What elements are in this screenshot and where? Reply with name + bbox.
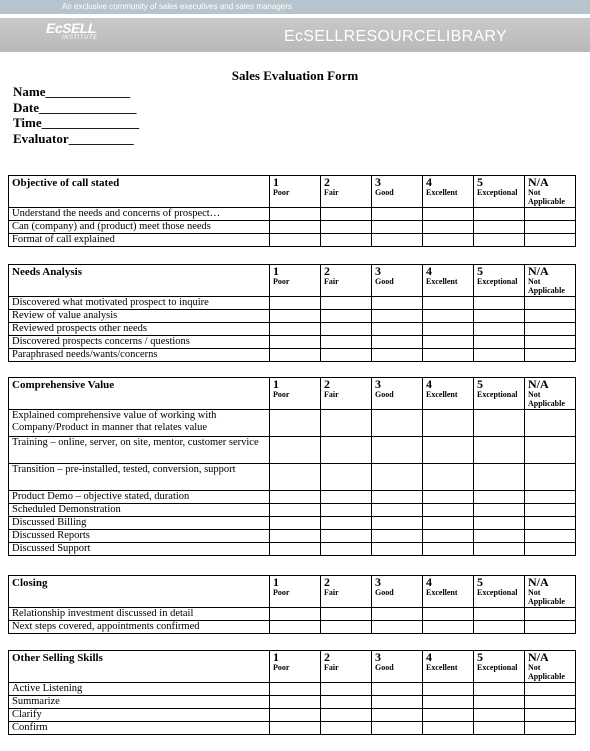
rating-cell[interactable] — [474, 504, 525, 517]
rating-cell[interactable] — [423, 464, 474, 491]
rating-number: 2 — [324, 575, 330, 589]
rating-cell[interactable] — [270, 410, 321, 437]
rating-cell[interactable] — [321, 336, 372, 349]
rating-number: N/A — [528, 575, 549, 589]
rating-cell[interactable] — [525, 517, 576, 530]
table-row — [9, 683, 576, 696]
rating-cell[interactable] — [372, 530, 423, 543]
rating-cell[interactable] — [270, 543, 321, 556]
rating-cell[interactable] — [270, 297, 321, 310]
rating-header-5 — [474, 176, 525, 208]
rating-label: Good — [375, 588, 394, 597]
rating-cell[interactable] — [474, 543, 525, 556]
rating-number: N/A — [528, 264, 549, 278]
rating-number: 3 — [375, 575, 381, 589]
table-row — [9, 349, 576, 362]
rating-cell[interactable] — [372, 696, 423, 709]
header-tagline: An exclusive community of sales executives and sales managers — [62, 2, 292, 11]
table-row — [9, 464, 576, 491]
rating-cell[interactable] — [372, 709, 423, 722]
rating-cell[interactable] — [423, 621, 474, 634]
rating-cell[interactable] — [525, 504, 576, 517]
rating-cell[interactable] — [372, 621, 423, 634]
rating-cell[interactable] — [321, 696, 372, 709]
rating-cell[interactable] — [372, 464, 423, 491]
rating-header-5 — [474, 265, 525, 297]
rating-cell[interactable] — [525, 491, 576, 504]
rating-label: Good — [375, 663, 394, 672]
rating-cell[interactable] — [321, 464, 372, 491]
table-row — [9, 621, 576, 634]
section-table-5 — [8, 650, 576, 735]
table-row — [9, 437, 576, 464]
rating-header-6 — [525, 265, 576, 297]
rating-cell[interactable] — [525, 530, 576, 543]
rating-cell[interactable] — [423, 437, 474, 464]
rating-header-1 — [270, 176, 321, 208]
rating-label: Excellent — [426, 277, 458, 286]
rating-cell[interactable] — [525, 621, 576, 634]
rating-header-1 — [270, 265, 321, 297]
rating-cell[interactable] — [525, 464, 576, 491]
rating-cell[interactable] — [321, 349, 372, 362]
rating-cell[interactable] — [372, 297, 423, 310]
rating-label: Poor — [273, 390, 290, 399]
rating-cell[interactable] — [321, 491, 372, 504]
rating-cell[interactable] — [474, 349, 525, 362]
logo-subtext: INSTITUTE — [62, 35, 98, 41]
rating-number: 1 — [273, 575, 279, 589]
rating-cell[interactable] — [372, 349, 423, 362]
table-row — [9, 323, 576, 336]
rating-cell[interactable] — [270, 504, 321, 517]
rating-cell[interactable] — [372, 504, 423, 517]
section-table-3 — [8, 377, 576, 556]
rating-cell[interactable] — [474, 208, 525, 221]
rating-number: 2 — [324, 377, 330, 391]
table-row — [9, 234, 576, 247]
rating-cell[interactable] — [372, 234, 423, 247]
rating-cell[interactable] — [474, 336, 525, 349]
rating-label: Exceptional — [477, 188, 518, 197]
rating-number: 3 — [375, 377, 381, 391]
table-row — [9, 530, 576, 543]
rating-cell[interactable] — [525, 336, 576, 349]
rating-number: 5 — [477, 575, 483, 589]
table-row — [9, 491, 576, 504]
rating-number: 5 — [477, 650, 483, 664]
rating-cell[interactable] — [321, 504, 372, 517]
rating-label: Good — [375, 390, 394, 399]
rating-cell[interactable] — [372, 683, 423, 696]
rating-header-3 — [372, 378, 423, 410]
table-row — [9, 410, 576, 437]
rating-cell[interactable] — [321, 310, 372, 323]
rating-header-3 — [372, 265, 423, 297]
rating-cell[interactable] — [423, 234, 474, 247]
rating-cell[interactable] — [474, 517, 525, 530]
rating-cell[interactable] — [474, 491, 525, 504]
rating-cell[interactable] — [525, 323, 576, 336]
rating-header-3 — [372, 576, 423, 608]
rating-cell[interactable] — [525, 696, 576, 709]
criterion-label: Scheduled Demonstration — [9, 504, 270, 517]
rating-cell[interactable] — [423, 491, 474, 504]
rating-label: Poor — [273, 588, 290, 597]
rating-header-5 — [474, 576, 525, 608]
rating-cell[interactable] — [474, 221, 525, 234]
rating-header-2 — [321, 651, 372, 683]
criterion-label: Discussed Billing — [9, 517, 270, 530]
rating-cell[interactable] — [474, 310, 525, 323]
info-fields — [13, 84, 139, 146]
rating-number: 3 — [375, 264, 381, 278]
rating-number: 2 — [324, 175, 330, 189]
rating-label: Excellent — [426, 390, 458, 399]
rating-cell[interactable] — [423, 696, 474, 709]
rating-cell[interactable] — [321, 709, 372, 722]
rating-cell[interactable] — [423, 683, 474, 696]
rating-cell[interactable] — [423, 722, 474, 735]
rating-header-1 — [270, 576, 321, 608]
rating-cell[interactable] — [270, 221, 321, 234]
rating-header-1 — [270, 651, 321, 683]
criterion-label: Summarize — [9, 696, 270, 709]
rating-cell[interactable] — [423, 608, 474, 621]
rating-header-4 — [423, 576, 474, 608]
rating-cell[interactable] — [372, 491, 423, 504]
rating-number: 1 — [273, 377, 279, 391]
rating-cell[interactable] — [270, 234, 321, 247]
rating-cell[interactable] — [270, 323, 321, 336]
rating-label: Fair — [324, 390, 339, 399]
criterion-label: Discovered what motivated prospect to inquire — [9, 297, 270, 310]
rating-cell[interactable] — [423, 517, 474, 530]
rating-cell[interactable] — [474, 709, 525, 722]
rating-cell[interactable] — [423, 504, 474, 517]
rating-cell[interactable] — [525, 410, 576, 437]
rating-header-2 — [321, 576, 372, 608]
rating-header-4 — [423, 651, 474, 683]
rating-number: 3 — [375, 175, 381, 189]
rating-label: Excellent — [426, 588, 458, 597]
table-row — [9, 517, 576, 530]
rating-cell[interactable] — [525, 297, 576, 310]
rating-number: 4 — [426, 175, 432, 189]
rating-cell[interactable] — [525, 221, 576, 234]
rating-cell[interactable] — [321, 437, 372, 464]
section-table-2 — [8, 264, 576, 362]
rating-cell[interactable] — [474, 464, 525, 491]
rating-label: Poor — [273, 663, 290, 672]
rating-label: Not Applicable — [528, 663, 565, 681]
rating-label: Exceptional — [477, 663, 518, 672]
rating-cell[interactable] — [372, 437, 423, 464]
rating-cell[interactable] — [423, 208, 474, 221]
rating-cell[interactable] — [321, 221, 372, 234]
criterion-label: Understand the needs and concerns of prospect… — [9, 208, 270, 221]
rating-cell[interactable] — [270, 621, 321, 634]
rating-label: Poor — [273, 188, 290, 197]
rating-cell[interactable] — [423, 543, 474, 556]
rating-cell[interactable] — [423, 310, 474, 323]
rating-label: Good — [375, 188, 394, 197]
rating-cell[interactable] — [423, 410, 474, 437]
rating-cell[interactable] — [423, 297, 474, 310]
rating-cell[interactable] — [270, 683, 321, 696]
section-title: Other Selling Skills — [9, 651, 270, 683]
rating-number: N/A — [528, 175, 549, 189]
criterion-label: Explained comprehensive value of working with Company/Product in manner that relates value — [9, 410, 270, 437]
criterion-label: Clarify — [9, 709, 270, 722]
table-row — [9, 504, 576, 517]
rating-label: Fair — [324, 663, 339, 672]
rating-cell[interactable] — [372, 336, 423, 349]
rating-cell[interactable] — [474, 437, 525, 464]
rating-number: 1 — [273, 650, 279, 664]
rating-cell[interactable] — [525, 709, 576, 722]
rating-label: Not Applicable — [528, 588, 565, 606]
rating-label: Excellent — [426, 663, 458, 672]
rating-header-1 — [270, 378, 321, 410]
rating-cell[interactable] — [372, 221, 423, 234]
rating-cell[interactable] — [525, 722, 576, 735]
header-banner — [0, 0, 590, 52]
section-title: Objective of call stated — [9, 176, 270, 208]
rating-cell[interactable] — [372, 722, 423, 735]
rating-label: Exceptional — [477, 390, 518, 399]
rating-cell[interactable] — [321, 297, 372, 310]
form-title: Sales Evaluation Form — [231, 68, 359, 83]
rating-number: N/A — [528, 377, 549, 391]
rating-cell[interactable] — [474, 297, 525, 310]
rating-number: 4 — [426, 377, 432, 391]
rating-label: Exceptional — [477, 277, 518, 286]
criterion-label: Confirm — [9, 722, 270, 735]
table-row — [9, 297, 576, 310]
section-title: Needs Analysis — [9, 265, 270, 297]
rating-number: N/A — [528, 650, 549, 664]
rating-header-4 — [423, 265, 474, 297]
rating-cell[interactable] — [423, 221, 474, 234]
rating-label: Good — [375, 277, 394, 286]
rating-label: Fair — [324, 277, 339, 286]
rating-header-3 — [372, 176, 423, 208]
criterion-label: Training – online, server, on site, mentor, customer service — [9, 437, 270, 464]
rating-cell[interactable] — [372, 323, 423, 336]
rating-cell[interactable] — [474, 683, 525, 696]
rating-number: 2 — [324, 650, 330, 664]
rating-number: 3 — [375, 650, 381, 664]
time-field[interactable]: Time_______________ — [13, 115, 140, 130]
ecsell-logo — [46, 20, 116, 46]
rating-cell[interactable] — [474, 722, 525, 735]
criterion-label: Reviewed prospects other needs — [9, 323, 270, 336]
criterion-label: Relationship investment discussed in detail — [9, 608, 270, 621]
name-field[interactable]: Name_____________ — [13, 84, 130, 99]
rating-header-6 — [525, 176, 576, 208]
table-row — [9, 543, 576, 556]
rating-cell[interactable] — [270, 517, 321, 530]
table-row — [9, 608, 576, 621]
rating-cell[interactable] — [423, 349, 474, 362]
rating-cell[interactable] — [321, 410, 372, 437]
rating-cell[interactable] — [525, 543, 576, 556]
rating-cell[interactable] — [321, 234, 372, 247]
criterion-label: Can (company) and (product) meet those needs — [9, 221, 270, 234]
table-row — [9, 310, 576, 323]
rating-cell[interactable] — [270, 437, 321, 464]
rating-header-2 — [321, 176, 372, 208]
section-table-4 — [8, 575, 576, 634]
rating-cell[interactable] — [474, 410, 525, 437]
rating-cell[interactable] — [474, 323, 525, 336]
table-row — [9, 336, 576, 349]
rating-cell[interactable] — [525, 310, 576, 323]
rating-cell[interactable] — [372, 608, 423, 621]
criterion-label: Review of value analysis — [9, 310, 270, 323]
criterion-label: Product Demo – objective stated, duration — [9, 491, 270, 504]
rating-cell[interactable] — [423, 530, 474, 543]
rating-label: Exceptional — [477, 588, 518, 597]
rating-cell[interactable] — [270, 530, 321, 543]
rating-header-6 — [525, 378, 576, 410]
rating-cell[interactable] — [321, 722, 372, 735]
rating-header-3 — [372, 651, 423, 683]
rating-header-4 — [423, 378, 474, 410]
criterion-label: Format of call explained — [9, 234, 270, 247]
rating-cell[interactable] — [270, 696, 321, 709]
rating-label: Not Applicable — [528, 188, 565, 206]
criterion-label: Paraphrased needs/wants/concerns — [9, 349, 270, 362]
rating-cell[interactable] — [270, 336, 321, 349]
rating-cell[interactable] — [321, 543, 372, 556]
table-row — [9, 722, 576, 735]
rating-cell[interactable] — [372, 208, 423, 221]
rating-cell[interactable] — [474, 530, 525, 543]
rating-cell[interactable] — [270, 608, 321, 621]
rating-cell[interactable] — [321, 683, 372, 696]
rating-cell[interactable] — [423, 323, 474, 336]
rating-cell[interactable] — [525, 208, 576, 221]
rating-cell[interactable] — [321, 530, 372, 543]
rating-cell[interactable] — [525, 349, 576, 362]
rating-cell[interactable] — [525, 608, 576, 621]
rating-cell[interactable] — [525, 234, 576, 247]
rating-number: 1 — [273, 264, 279, 278]
rating-cell[interactable] — [321, 323, 372, 336]
rating-number: 4 — [426, 575, 432, 589]
rating-cell[interactable] — [525, 437, 576, 464]
rating-cell[interactable] — [270, 722, 321, 735]
rating-cell[interactable] — [270, 310, 321, 323]
rating-number: 4 — [426, 650, 432, 664]
rating-cell[interactable] — [474, 696, 525, 709]
date-field[interactable]: Date_______________ — [13, 99, 137, 115]
rating-number: 5 — [477, 377, 483, 391]
rating-header-2 — [321, 265, 372, 297]
rating-header-6 — [525, 651, 576, 683]
criterion-label: Active Listening — [9, 683, 270, 696]
rating-cell[interactable] — [270, 464, 321, 491]
rating-header-5 — [474, 651, 525, 683]
rating-cell[interactable] — [321, 517, 372, 530]
rating-label: Poor — [273, 277, 290, 286]
rating-label: Fair — [324, 588, 339, 597]
rating-header-2 — [321, 378, 372, 410]
rating-header-4 — [423, 176, 474, 208]
rating-cell[interactable] — [321, 208, 372, 221]
section-table-1 — [8, 175, 576, 247]
criterion-label: Discussed Support — [9, 543, 270, 556]
table-row — [9, 221, 576, 234]
rating-cell[interactable] — [270, 208, 321, 221]
rating-label: Not Applicable — [528, 277, 565, 295]
criterion-label: Next steps covered, appointments confirmed — [9, 621, 270, 634]
resource-library-title: EcSELLRESOURCELIBRARY — [284, 28, 507, 45]
rating-cell[interactable] — [270, 491, 321, 504]
rating-cell[interactable] — [270, 349, 321, 362]
rating-cell[interactable] — [321, 608, 372, 621]
rating-cell[interactable] — [474, 608, 525, 621]
rating-label: Fair — [324, 188, 339, 197]
rating-cell[interactable] — [423, 709, 474, 722]
criterion-label: Discovered prospects concerns / questions — [9, 336, 270, 349]
rating-label: Excellent — [426, 188, 458, 197]
section-title: Closing — [9, 576, 270, 608]
rating-cell[interactable] — [474, 234, 525, 247]
rating-label: Not Applicable — [528, 390, 565, 408]
rating-cell[interactable] — [372, 410, 423, 437]
rating-cell[interactable] — [474, 621, 525, 634]
table-row — [9, 208, 576, 221]
table-row — [9, 709, 576, 722]
rating-cell[interactable] — [372, 517, 423, 530]
criterion-label: Transition – pre-installed, tested, conversion, support — [9, 464, 270, 491]
rating-cell[interactable] — [423, 336, 474, 349]
table-row — [9, 696, 576, 709]
rating-header-5 — [474, 378, 525, 410]
rating-number: 2 — [324, 264, 330, 278]
rating-number: 1 — [273, 175, 279, 189]
rating-cell[interactable] — [525, 683, 576, 696]
logo-text: EcSELL — [46, 20, 96, 36]
rating-number: 4 — [426, 264, 432, 278]
rating-number: 5 — [477, 175, 483, 189]
rating-cell[interactable] — [372, 310, 423, 323]
evaluator-field[interactable]: Evaluator__________ — [13, 130, 134, 146]
rating-cell[interactable] — [321, 621, 372, 634]
rating-header-6 — [525, 576, 576, 608]
criterion-label: Discussed Reports — [9, 530, 270, 543]
section-title: Comprehensive Value — [9, 378, 270, 410]
rating-number: 5 — [477, 264, 483, 278]
rating-cell[interactable] — [270, 709, 321, 722]
rating-cell[interactable] — [372, 543, 423, 556]
